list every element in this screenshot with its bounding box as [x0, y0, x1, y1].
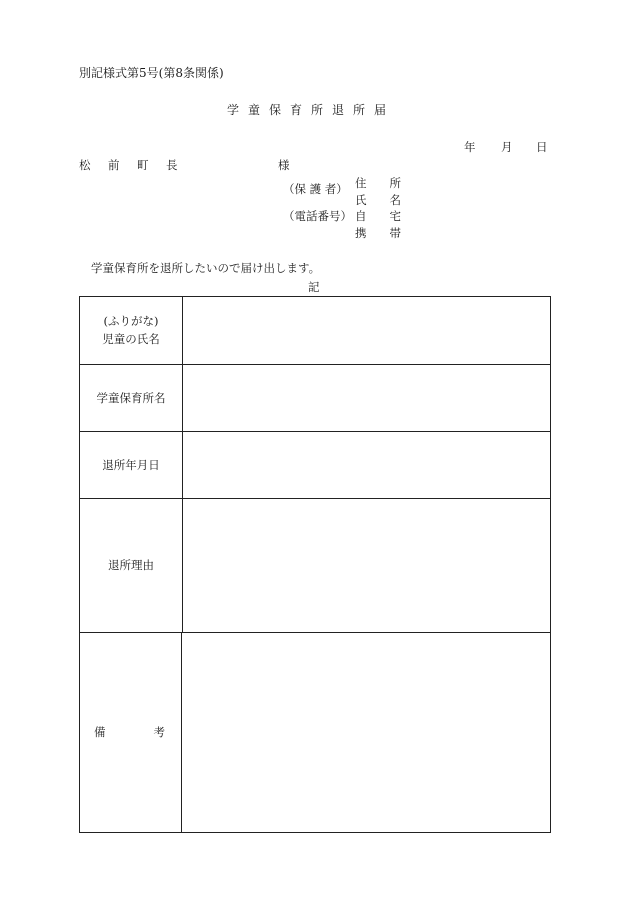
- table-row-date: [80, 431, 550, 499]
- form-title: 学童保育所退所届: [227, 103, 396, 117]
- statement-text: 学童保育所を退所したいので届け出します。: [91, 261, 321, 275]
- child-name-field[interactable]: [183, 297, 550, 364]
- home-phone-label: 自 宅: [355, 209, 401, 223]
- table-row-remarks: [80, 632, 550, 832]
- table-row-child-name: [80, 297, 550, 364]
- table-row-facility: [80, 364, 550, 432]
- remarks-label-cell: [80, 633, 182, 832]
- facility-name-label: 学童保育所名: [80, 365, 183, 432]
- date-month-label: 月: [501, 140, 513, 154]
- addressee-honorific: 様: [278, 158, 290, 172]
- addressee-name: 松 前 町 長: [79, 158, 181, 172]
- name-label: 氏 名: [355, 193, 401, 207]
- remarks-label-left: 備: [94, 724, 106, 739]
- child-furigana-label: (ふりがな): [103, 313, 159, 328]
- withdrawal-form-table: [79, 296, 551, 833]
- withdrawal-reason-field[interactable]: [183, 499, 550, 633]
- child-name-label-cell: [80, 297, 183, 364]
- mobile-phone-label: 携 帯: [355, 226, 401, 240]
- facility-name-field[interactable]: [183, 365, 550, 432]
- guardian-label: （保 護 者）: [283, 182, 348, 196]
- remarks-label-right: 考: [153, 724, 165, 739]
- remarks-field[interactable]: [183, 633, 550, 832]
- withdrawal-reason-label: 退所理由: [80, 499, 183, 633]
- note-heading: 記: [308, 280, 320, 294]
- form-number: 別記様式第5号(第8条関係): [79, 66, 224, 80]
- date-day-label: 日: [536, 140, 548, 154]
- withdrawal-date-label: 退所年月日: [80, 432, 183, 499]
- table-row-reason: [80, 498, 550, 633]
- phone-label: （電話番号）: [283, 209, 352, 223]
- date-year-label: 年: [464, 140, 476, 154]
- child-name-label: 児童の氏名: [102, 331, 160, 346]
- withdrawal-date-field[interactable]: [183, 432, 550, 499]
- address-label: 住 所: [355, 176, 401, 190]
